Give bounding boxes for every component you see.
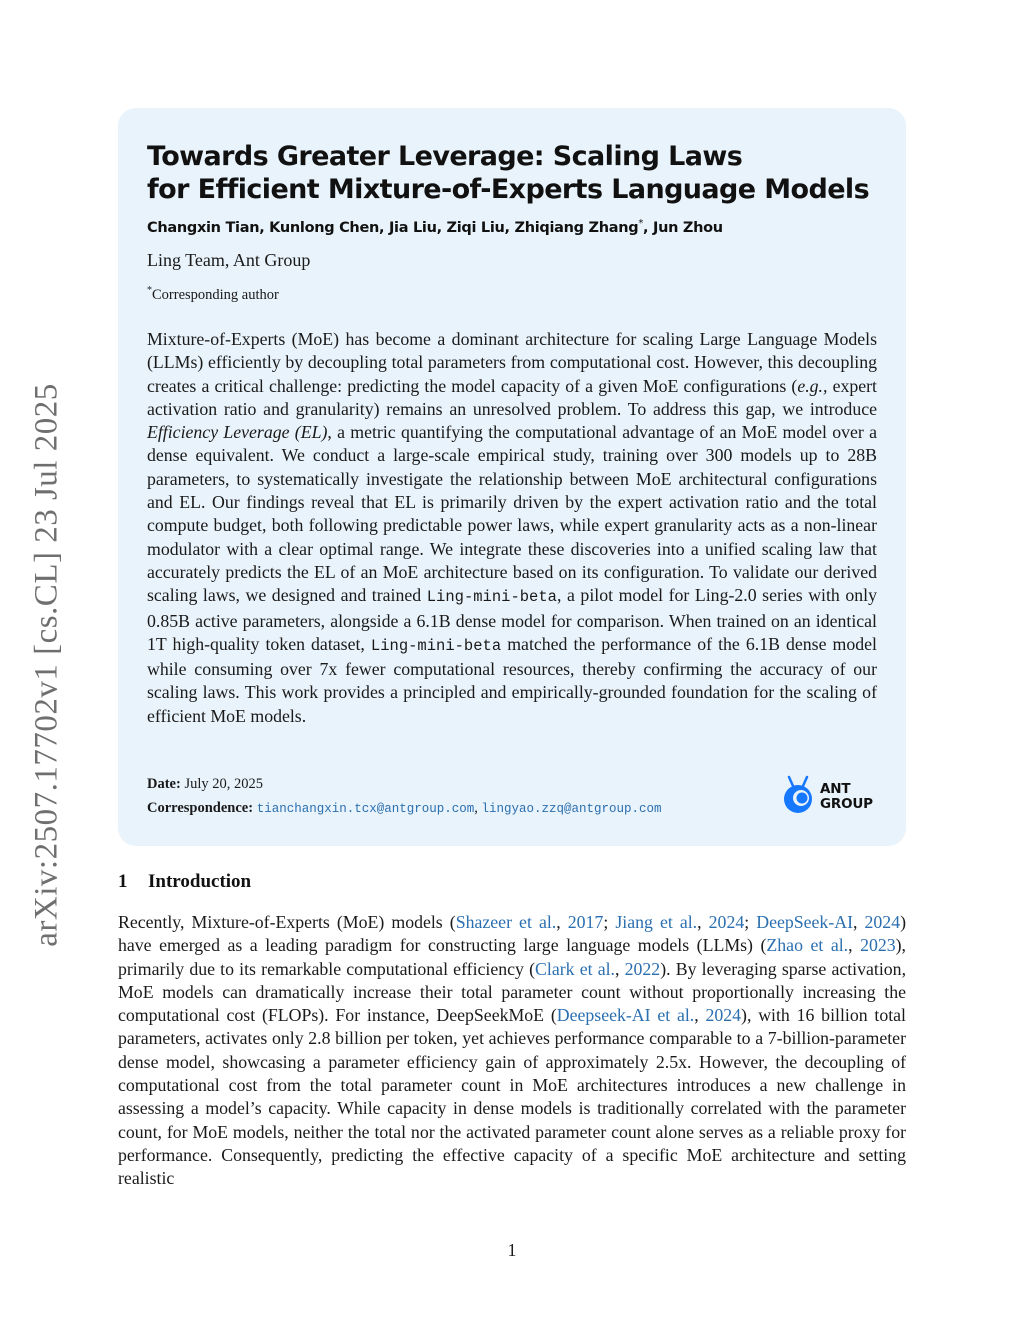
intro-text: ,	[697, 912, 709, 932]
intro-text: ), primarily due to its remarkable computational efficiency (	[118, 935, 906, 979]
abstract-el-term: Efficiency Leverage (EL)	[147, 422, 328, 443]
ant-logo-icon	[781, 774, 815, 814]
citation-link[interactable]: Zhao et al.	[766, 935, 849, 956]
ant-group-logo	[781, 774, 881, 814]
intro-text: ,	[694, 1005, 706, 1026]
corresponding-mark: *	[638, 218, 644, 229]
citation-link[interactable]: Deepseek-AI et al.	[556, 1005, 695, 1026]
abstract-text: Mixture-of-Experts (MoE) has become a dominant architecture for scaling Large Language Models (LLMs) efficiently by decoupling total parameters from computational cost. However, this decoupling creates a critical challenge: predicting the model capacity of a given MoE configurations (	[147, 329, 877, 396]
author-last: , Jun Zhou	[643, 219, 723, 236]
intro-text: ,	[848, 935, 861, 956]
citation-link[interactable]: Shazeer et al.	[455, 912, 557, 932]
date-label: Date:	[147, 776, 181, 792]
model-name: Ling-mini-beta	[426, 588, 557, 607]
intro-text: ,	[853, 912, 865, 932]
author-list	[147, 218, 723, 236]
abstract	[147, 328, 877, 728]
intro-text: ;	[744, 912, 757, 932]
citation-link[interactable]: 2024	[864, 912, 901, 932]
date-value: July 20, 2025	[184, 776, 263, 792]
abstract-eg: e.g.,	[797, 375, 828, 396]
logo-line-ant: ANT	[820, 781, 851, 797]
abstract-text: , a metric quantifying the computational advantage of an MoE model over a dense equivalent. We conduct a large-scale empirical study, training over 300 models up to 28B parameters, to systematically investigate the relationship between MoE architectural configurations and EL. Our findings reveal that EL is primarily driven by the expert activation ratio and the total compute budget, both following predictable power laws, while expert granularity acts as a non-linear modulator with a clear optimal range. We integrate these discoveries into a unified scaling law that accurately predicts the EL of an MoE architecture based on its configuration. To validate our derived scaling laws, we designed and trained	[147, 422, 877, 606]
intro-text: ) have emerged as a leading paradigm for constructing large language models (LLMs) (	[118, 912, 906, 956]
author-names: Changxin Tian, Kunlong Chen, Jia Liu, Ziqi Liu, Zhiqiang Zhang	[147, 219, 639, 236]
citation-link[interactable]: 2024	[705, 1005, 742, 1026]
section-number: 1	[118, 871, 128, 892]
title-line-2: for Efficient Mixture-of-Experts Language Models	[147, 174, 870, 205]
corresponding-author-note	[147, 285, 279, 304]
abstract-text: expert activation ratio and granularity) remains an unresolved problem. To address this gap, we introduce	[147, 375, 877, 419]
correspondence-label: Correspondence:	[147, 800, 254, 816]
model-name: Ling-mini-beta	[370, 636, 502, 655]
citation-link[interactable]: Jiang et al.	[615, 912, 698, 932]
section-heading	[118, 871, 251, 893]
intro-text: ,	[615, 958, 625, 979]
citation-link[interactable]: DeepSeek-AI	[756, 912, 853, 932]
abstract-text: , a pilot model for Ling-2.0 series with only 0.85B active parameters, alongside a 6.1B dense model for comparison. When trained on an identical 1T high-quality token dataset,	[147, 585, 877, 654]
paper-title	[147, 140, 887, 206]
logo-line-group: GROUP	[820, 796, 873, 812]
intro-text: ;	[603, 912, 616, 932]
citation-link[interactable]: Clark et al.	[535, 958, 615, 979]
intro-text: Recently, Mixture-of-Experts (MoE) models (	[118, 912, 456, 932]
email-link[interactable]: lingyao.zzq@antgroup.com	[481, 802, 662, 816]
citation-link[interactable]: 2024	[708, 912, 745, 932]
date-line	[147, 776, 263, 793]
corresponding-note-mark: *	[147, 285, 152, 296]
logo-wordmark	[820, 782, 873, 812]
email-link[interactable]: tianchangxin.tcx@antgroup.com	[256, 802, 475, 816]
citation-link[interactable]: 2017	[567, 912, 604, 932]
abstract-text: matched the performance of the 6.1B dense model while consuming over 7x fewer computational resources, thereby confirming the accuracy of our scaling laws. This work provides a principled and empirically-grounded foundation for the scaling of efficient MoE models.	[147, 633, 877, 726]
citation-link[interactable]: 2022	[624, 958, 661, 979]
intro-text: ,	[556, 912, 568, 932]
introduction-paragraph	[118, 911, 906, 1191]
intro-text: ). By leveraging sparse activation, MoE models can dramatically increase their total parameter count without proportionally increasing the computational cost (FLOPs). For instance, DeepSeekMoE (	[118, 958, 907, 1026]
email-separator: ,	[474, 800, 482, 816]
correspondence-line	[147, 800, 662, 817]
section-title: Introduction	[148, 871, 252, 892]
citation-link[interactable]: 2023	[860, 935, 896, 956]
affiliation: Ling Team, Ant Group	[147, 250, 311, 270]
arxiv-identifier-stamp: arXiv:2507.17702v1 [cs.CL] 23 Jul 2025	[28, 383, 65, 947]
corresponding-note-text: Corresponding author	[152, 286, 279, 303]
intro-text: ), with 16 billion total parameters, activates only 2.8 billion per token, yet achieves performance comparable to a 7-billion-parameter dense model, showcasing a parameter efficiency gain of approximately 2.5x. However, the decoupling of computational cost from the total parameter count in MoE architectures introduces a new challenge in assessing a model’s capacity. While capacity in dense models is traditionally correlated with the parameter count, for MoE models, neither the total nor the activated parameter count alone serves as a reliable proxy for performance. Consequently, predicting the effective capacity of a specific MoE architecture and setting realistic	[118, 1005, 906, 1189]
title-line-1: Towards Greater Leverage: Scaling Laws	[147, 141, 743, 172]
page-number: 1	[507, 1240, 517, 1260]
